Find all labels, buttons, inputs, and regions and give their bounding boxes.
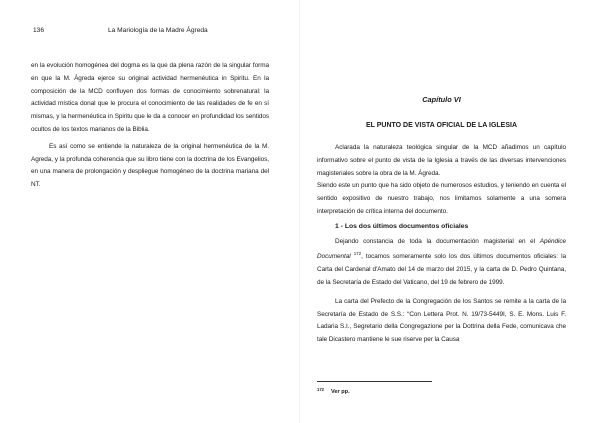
footnote-reference[interactable]: 172 (353, 251, 362, 257)
body-paragraph (317, 236, 566, 290)
right-page (300, 0, 600, 423)
page-number: 136 (33, 27, 45, 34)
body-paragraph: en la evolución homogénea del dogma es la que da plena razón de la singular forma en que la M. Ágreda ejerce su original actividad hermenéutica in Spiritu. En la composición de la MCD confluyen dos formas de conocimiento sobrenatural: la actividad mística donal que le procura el conocimiento de las realidades de fe en sí mismas, y la hermenéutica in Spiritu que le da a conocer en profundidad los sentidos ocultos de los textos marianos de la Biblia. (31, 62, 269, 133)
para-text: , tocamos someramente solo los dos últimos documentos oficiales: la Carta del Cardenal d'Amato del 14 de marzo del 2015, y la carta de D. Pedro Quintana, de la Secretaría de Estado del Vaticano, del 19 de febrero de 1999. (317, 253, 566, 286)
right-text-column (317, 94, 566, 347)
appendix-title: Apéndice Documental (317, 237, 566, 261)
footnote-text: Ver pp. (331, 389, 350, 395)
chapter-label: Capítulo VI (422, 95, 461, 104)
body-paragraph: Es así como se entiende la naturaleza de la original hermenéutica de la M. Agreda, y la profunda coherencia que su libro tiene con la doctrina de los Evangelios, en una manera de prolongación y despliegue homogéneo de la doctrina mariana del NT. (31, 142, 269, 189)
section-heading: 1 - Los dos últimos documentos oficiales (335, 222, 469, 230)
footnote-mark: 172 (317, 387, 324, 392)
running-head: La Mariología de la Madre Ágreda (108, 27, 208, 34)
body-paragraph: Siendo este un punto que ha sido objeto de numerosos estudios, y teniendo en cuenta el sentido expositivo de nuestro trabajo, nos limitamos solamente a una somera interpretación de crítica interna del documento. (317, 182, 566, 215)
footnote (317, 385, 350, 397)
footnote-rule (317, 381, 432, 382)
body-paragraph: La carta del Prefecto de la Congregación de los Santos se remite a la carta de la Secretaría de Estado de S.S.: “Con Lettera Prot. N. 19/73-5449I, S. E. Mons. Luis F. Ladaria S.I., Segretario della Congregazione per la Dottrina della Fede, comunicava che tale Dicastero mantiene le sue riserve per la Causa (317, 297, 566, 344)
body-paragraph: Aclarada la naturaleza teológica singular de la MCD añadimos un capítulo informativo sobre el punto de vista de la Iglesia a través de las diversas intervenciones magisteriales sobre la obra de la M. Ágreda. (317, 144, 566, 177)
left-text-column (31, 60, 269, 192)
para-text: Dejando constancia de toda la documentación magisterial en el (335, 237, 536, 245)
chapter-title: EL PUNTO DE VISTA OFICIAL DE LA IGLESIA (365, 122, 518, 129)
